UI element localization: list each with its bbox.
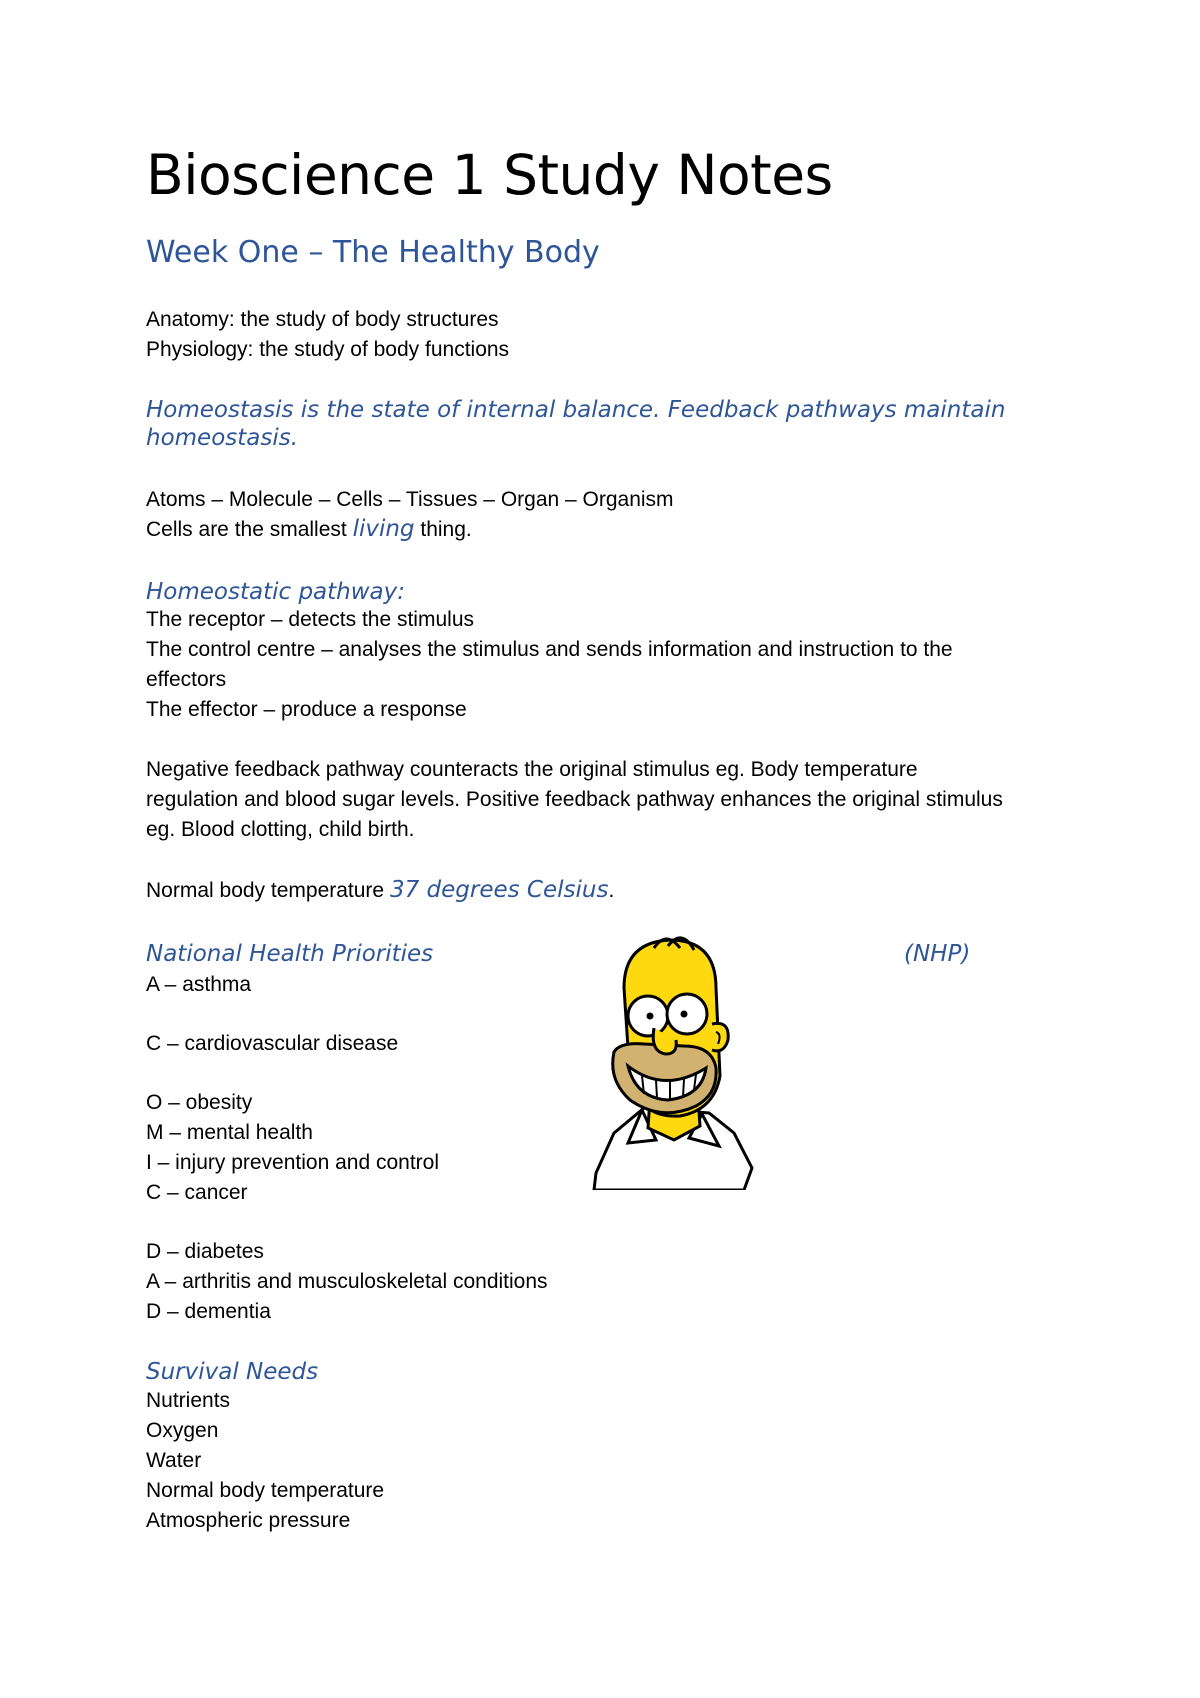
survival-item: Normal body temperature xyxy=(146,1479,385,1502)
document-title: Bioscience 1 Study Notes xyxy=(146,143,833,207)
anatomy-definition: Anatomy: the study of body structures xyxy=(146,308,499,331)
nhp-item: D – diabetes xyxy=(146,1240,264,1263)
survival-item: Water xyxy=(146,1449,202,1472)
nhp-item: M – mental health xyxy=(146,1121,313,1144)
living-emphasis: living xyxy=(352,516,415,542)
homer-cartoon-illustration xyxy=(584,928,764,1190)
temperature-sentence: Normal body temperature 37 degrees Celsius. xyxy=(146,877,615,903)
nhp-item: A – arthritis and musculoskeletal conditions xyxy=(146,1270,548,1293)
nhp-item: A – asthma xyxy=(146,973,252,996)
survival-item: Atmospheric pressure xyxy=(146,1509,351,1532)
pathway-heading: Homeostatic pathway: xyxy=(146,579,406,605)
survival-heading: Survival Needs xyxy=(146,1359,319,1385)
nhp-item: O – obesity xyxy=(146,1091,253,1114)
homeostasis-statement-line1: Homeostasis is the state of internal balance. Feedback pathways maintain xyxy=(146,397,1006,423)
temperature-emphasis: 37 degrees Celsius xyxy=(389,877,609,903)
week-heading: Week One – The Healthy Body xyxy=(146,235,600,270)
nhp-heading: National Health Priorities xyxy=(146,941,434,967)
physiology-definition: Physiology: the study of body functions xyxy=(146,338,510,361)
cells-sentence: Cells are the smallest living thing. xyxy=(146,516,472,542)
organisation-hierarchy: Atoms – Molecule – Cells – Tissues – Organ – Organism xyxy=(146,488,674,511)
survival-item: Oxygen xyxy=(146,1419,219,1442)
survival-item: Nutrients xyxy=(146,1389,231,1412)
pathway-receptor: The receptor – detects the stimulus xyxy=(146,608,474,631)
nhp-item: C – cardiovascular disease xyxy=(146,1032,399,1055)
feedback-line1: Negative feedback pathway counteracts the original stimulus eg. Body temperature xyxy=(146,758,918,781)
nhp-abbreviation: (NHP) xyxy=(904,941,971,967)
pathway-control-centre-cont: effectors xyxy=(146,668,227,691)
nhp-item: C – cancer xyxy=(146,1181,248,1204)
nhp-item: D – dementia xyxy=(146,1300,271,1323)
feedback-line2: regulation and blood sugar levels. Positive feedback pathway enhances the original stimulus xyxy=(146,788,1003,811)
pathway-effector: The effector – produce a response xyxy=(146,698,467,721)
pathway-control-centre: The control centre – analyses the stimulus and sends information and instruction to the xyxy=(146,638,953,661)
homeostasis-statement-line2: homeostasis. xyxy=(146,425,299,451)
feedback-line3: eg. Blood clotting, child birth. xyxy=(146,818,415,841)
nhp-item: I – injury prevention and control xyxy=(146,1151,440,1174)
